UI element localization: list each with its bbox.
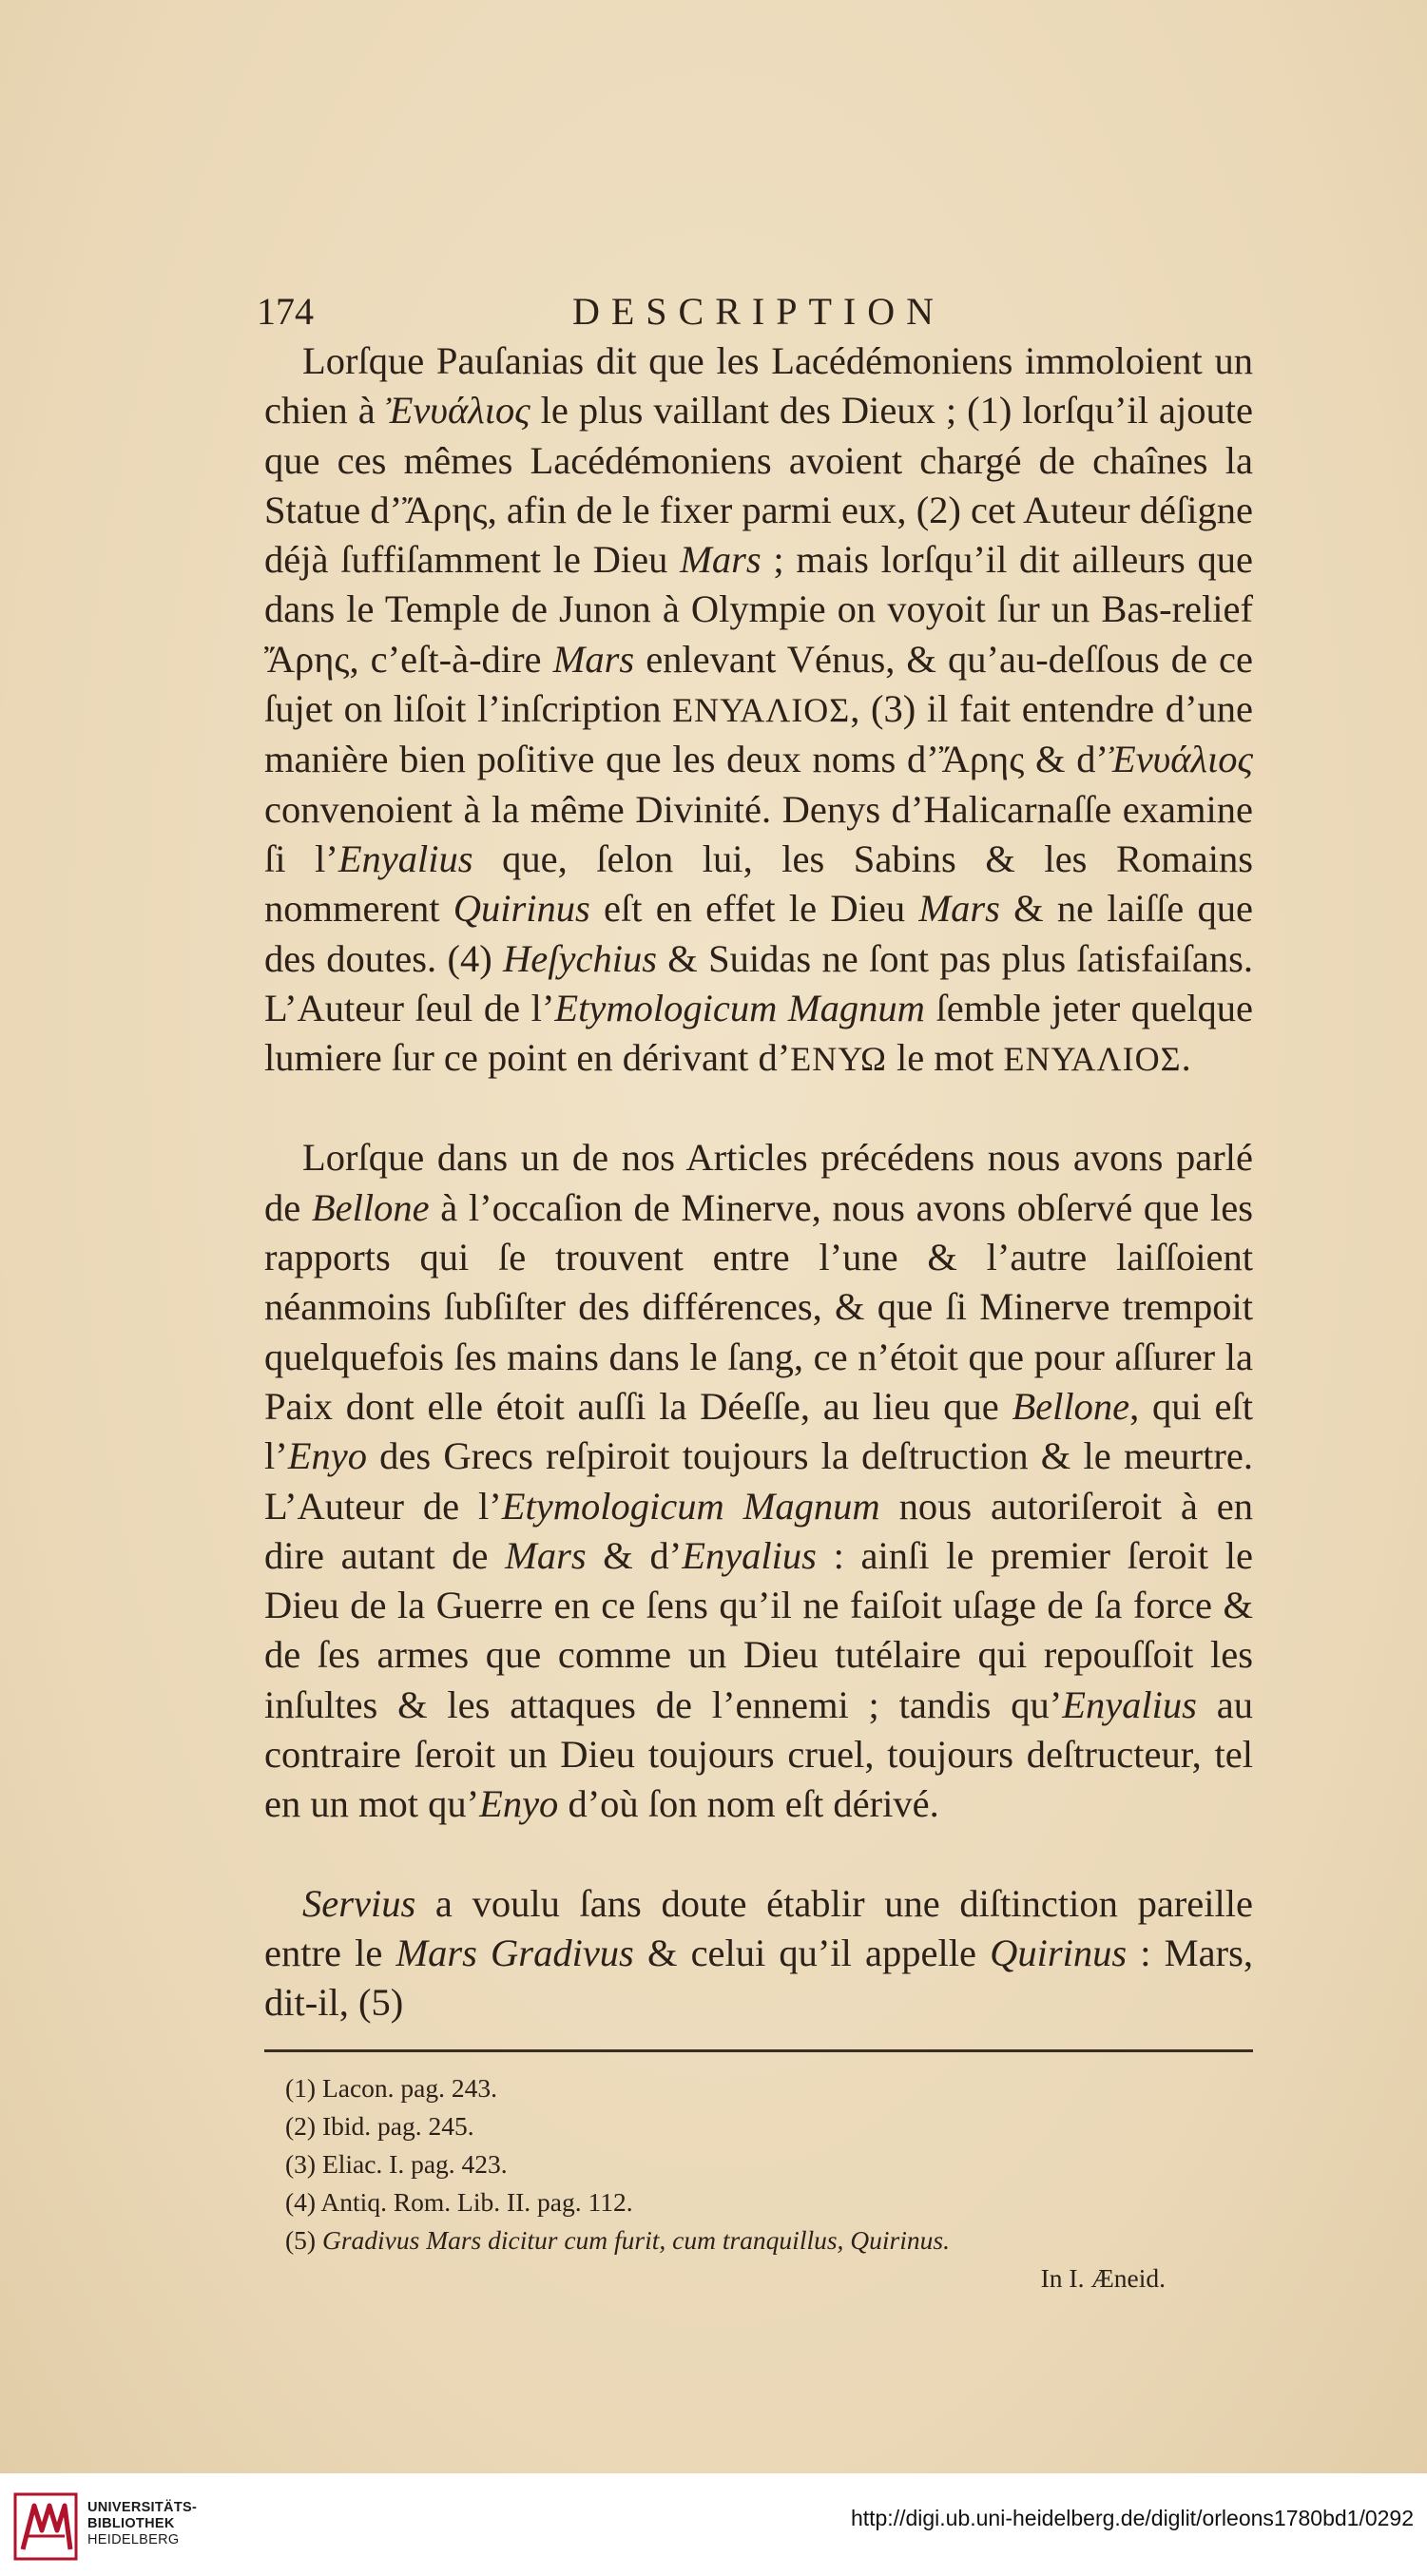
text-run: Bellone (1012, 1384, 1130, 1428)
footnote-divider (264, 2049, 1253, 2052)
text-run: Servius (302, 1881, 416, 1925)
text-run: & celui qu’il appelle (633, 1931, 991, 1974)
text-run: & Suidas ne ſont pas plus ſatisfaiſans. L’Auteur ſeul de l’ (264, 936, 1254, 1029)
text-run: Mars (552, 637, 635, 681)
text-run: Heſychius (503, 936, 657, 980)
text-run: ΕΝΥΩ (790, 1040, 887, 1079)
text-run: Enyo (479, 1782, 559, 1826)
running-title: DESCRIPTION (571, 290, 946, 333)
source-url-link[interactable]: http://digi.ub.uni-heidelberg.de/diglit/orleons1780bd1/0292 (850, 2506, 1414, 2530)
text-run: , afin de le fixer parmi eux, (2) cet Auteur déſigne déjà ſuffiſamment le Dieu (264, 488, 1253, 582)
text-run: Enyalius (337, 836, 473, 880)
text-run: a voulu ſans doute établir une diſtinction pareille entre le (264, 1881, 1253, 1974)
text-run: Enyalius (1062, 1682, 1197, 1726)
text-run: Ἄρης (264, 637, 350, 681)
text-run: à l’occaſion de Minerve, nous avons obſervé que les rapports qui ſe trouvent entre l’une & l’autre laiſſoient néanmoins ſubſiſter des différences, & que ſi Minerve trempoit quelquefois ſes mains dans le ſang, ce n’étoit que pour aſſurer la Paix dont elle étoit auſſi la Déeſſe, au lieu que (264, 1185, 1253, 1428)
text-run: (4) Antiq. Rom. Lib. II. pag. 112. (285, 2186, 633, 2217)
footnote-4 (264, 2183, 1253, 2221)
text-run: Enyo (287, 1434, 367, 1478)
library-name-line1: UNIVERSITÄTS- (87, 2500, 198, 2515)
text-run: ; mais lorſqu’il dit ailleurs que dans le Temple de Junon à Olympie on voyoit ſur un Bas-relief (264, 538, 1253, 631)
footnote-source: In I. Æneid. (1040, 2262, 1166, 2293)
library-name (87, 2500, 197, 2548)
text-run: Bellone (311, 1185, 430, 1229)
text-run: Lorſque Pauſanias dit que les Lacédémoniens immoloient un chien à (264, 339, 1253, 433)
text-run: Ἐνυάλιος (385, 389, 530, 433)
library-name-line2: BIBLIOTHEK (87, 2516, 175, 2531)
footnote-1 (264, 2069, 1253, 2107)
text-run: . (1181, 1036, 1191, 1080)
text-run: nous autoriſeroit à en dire autant de (264, 1484, 1254, 1577)
text-run: ΕΝΥΑΛΙΟΣ (1003, 1040, 1182, 1079)
text-run: , qui eſt l’ (264, 1384, 1254, 1478)
text-run: ΕΝΥΑΛΙΟΣ (672, 691, 851, 730)
text-run: Mars Gradivus (395, 1931, 634, 1974)
text-run: enlevant Vénus, & qu’au-deſſous de ce ſujet on liſoit l’inſcription (264, 637, 1254, 731)
text-run: Quirinus (453, 887, 590, 931)
text-run: Etymologicum Magnum (554, 986, 925, 1029)
text-run: Lorſque dans un de nos Articles précédens nous avons parlé de (264, 1136, 1253, 1229)
text-run: (2) Ibid. pag. 245. (285, 2110, 474, 2141)
text-run: (1) Lacon. pag. 243. (285, 2072, 497, 2103)
text-run: : ainſi le premier ſeroit le Dieu de la Guerre en ce ſens qu’il ne faiſoit uſage de ſa force & de ſes armes que comme un Dieu tutélaire qui repouſſoit les inſultes & les attaques de l’ennemi ; tandis qu’ (264, 1533, 1253, 1726)
text-run: Mars (505, 1533, 587, 1577)
page-number: 174 (257, 290, 314, 333)
text-run: & ne laiſſe que des doutes. (4) (264, 887, 1253, 980)
text-run: Gradivus Mars dicitur cum furit, cum tranquillus, Quirinus. (321, 2224, 950, 2255)
library-name-line3: HEIDELBERG (87, 2532, 180, 2547)
footnote-3 (264, 2145, 1253, 2183)
text-run: : Mars, dit-il, (5) (264, 1931, 1253, 2025)
paragraph-3 (264, 1879, 1253, 2028)
text-run: des Grecs reſpiroit toujours la deſtruction & le meurtre. L’Auteur de l’ (264, 1434, 1253, 1528)
text-run: Mars (680, 538, 762, 582)
text-run: Mars (918, 887, 1000, 931)
text-run: que, ſelon lui, les Sabins & les Romains nommerent (264, 836, 1253, 931)
text-run: au contraire ſeroit un Dieu toujours cruel, toujours deſtructeur, tel en un mot qu’ (264, 1682, 1253, 1826)
text-run: & d’ (1024, 738, 1109, 781)
footnote-5 (264, 2221, 1253, 2259)
text-run: Quirinus (990, 1931, 1128, 1974)
footnote-2 (264, 2107, 1253, 2145)
text-run: , c’eſt-à-dire (349, 637, 553, 681)
footnotes (264, 2069, 1253, 2297)
page-content (257, 285, 1254, 2297)
page-header (257, 285, 1253, 335)
text-run: , (3) il fait entendre d’une manière bien poſitive que les deux noms d’ (264, 687, 1253, 781)
text-run: Ἄρης (938, 738, 1025, 781)
text-run: eſt en effet le Dieu (589, 887, 919, 931)
university-library-logo-icon (13, 2492, 78, 2561)
text-run: Enyalius (682, 1533, 817, 1577)
text-run: Etymologicum Magnum (501, 1484, 880, 1528)
text-run: (3) Eliac. I. pag. 423. (285, 2148, 508, 2179)
paragraph-1 (264, 336, 1253, 1084)
text-run: Ἐνυάλιος (1109, 738, 1253, 781)
text-run: & d’ (586, 1533, 683, 1577)
text-run: ſemble jeter quelque lumiere ſur ce point en dérivant d’ (264, 986, 1254, 1080)
text-run: Ἄρης (402, 488, 488, 531)
paragraph-2 (264, 1133, 1253, 1829)
footer-bar (0, 2473, 1427, 2576)
text-run: le mot (886, 1036, 1004, 1080)
text-run: convenoient à la même Divinité. Denys d’Halicarnaſſe examine ſi l’ (264, 787, 1253, 880)
text-run: (5) (285, 2224, 322, 2255)
text-run: le plus vaillant des Dieux ; (1) lorſqu’il ajoute que ces mêmes Lacédémoniens avoient chargé de chaînes la Statue d’ (264, 389, 1253, 531)
text-run: d’où ſon nom eſt dérivé. (558, 1782, 939, 1826)
